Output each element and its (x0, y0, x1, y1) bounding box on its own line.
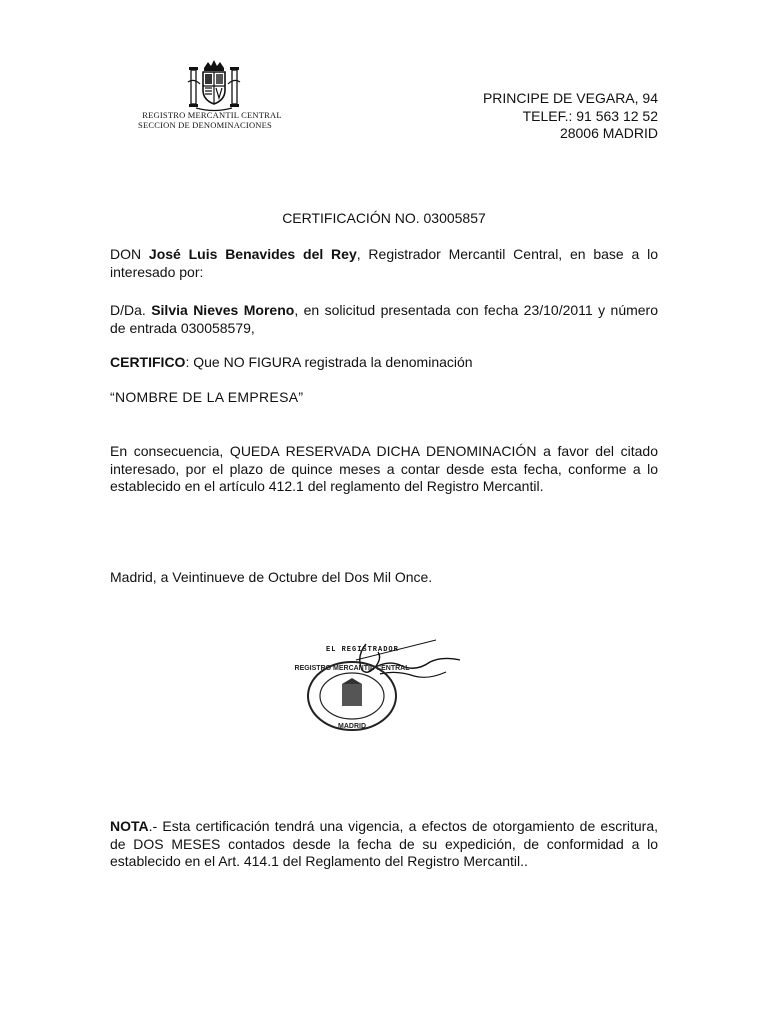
address-line-1: PRINCIPE DE VEGARA, 94 (482, 90, 658, 106)
signature-label: EL REGISTRADOR (326, 646, 399, 654)
address-block (398, 90, 658, 143)
org-line-2: SECCION DE DENOMINACIONES (138, 120, 272, 130)
certificate-title: CERTIFICACIÓN NO. 03005857 (282, 210, 486, 226)
signature-block (296, 636, 466, 730)
p1-suffix: , Registrador Mercantil Central, en base a lo interesado por: (110, 246, 658, 280)
paragraph-nota (110, 818, 658, 871)
p1-prefix: DON (110, 246, 149, 262)
certifico-text: : Que NO FIGURA registrada la denominación (185, 354, 473, 370)
stamp-text-bottom: MADRID (338, 723, 366, 730)
company-name: “NOMBRE DE LA EMPRESA” (110, 389, 304, 405)
applicant-name: Silvia Nieves Moreno (151, 302, 295, 318)
p2-suffix: , en solicitud presentada con fecha 23/10/2011 y número de entrada 030058579, (110, 302, 659, 336)
organization-name (128, 110, 296, 130)
nota-text: .- Esta certificación tendrá una vigencia, a efectos de otorgamiento de escritura, de DOS MESES contados desde la fecha de su expedición, de conformidad a lo establecido en el Art. 414.1 del Reglamento del Registro Mercantil.. (110, 818, 658, 869)
coat-of-arms-icon (186, 58, 242, 112)
certifico-label: CERTIFICO (110, 354, 186, 370)
address-line-3: 28006 MADRID (559, 125, 658, 141)
paragraph-registrar (110, 246, 658, 281)
place-and-date: Madrid, a Veintinueve de Octubre del Dos Mil Once. (110, 569, 433, 585)
paragraph-applicant (110, 302, 658, 337)
official-seal-icon (294, 642, 410, 736)
paragraph-certifico (110, 354, 658, 372)
address-line-2: TELEF.: 91 563 12 52 (522, 107, 658, 124)
stamp-text-top: REGISTRO MERCANTIL CENTRAL (294, 665, 410, 672)
p2-prefix: D/Da. (110, 302, 152, 318)
paragraph-consequence: En consecuencia, QUEDA RESERVADA DICHA DENOMINACIÓN a favor del citado interesado, por el plazo de quince meses a contar desde esta fecha, conforme a lo establecido en el artículo 412.1 del reglamento del Registro Mercantil. (110, 443, 658, 494)
registrar-name: José Luis Benavides del Rey (148, 246, 357, 262)
nota-label: NOTA (110, 818, 149, 834)
org-line-1: REGISTRO MERCANTIL CENTRAL (142, 110, 282, 120)
